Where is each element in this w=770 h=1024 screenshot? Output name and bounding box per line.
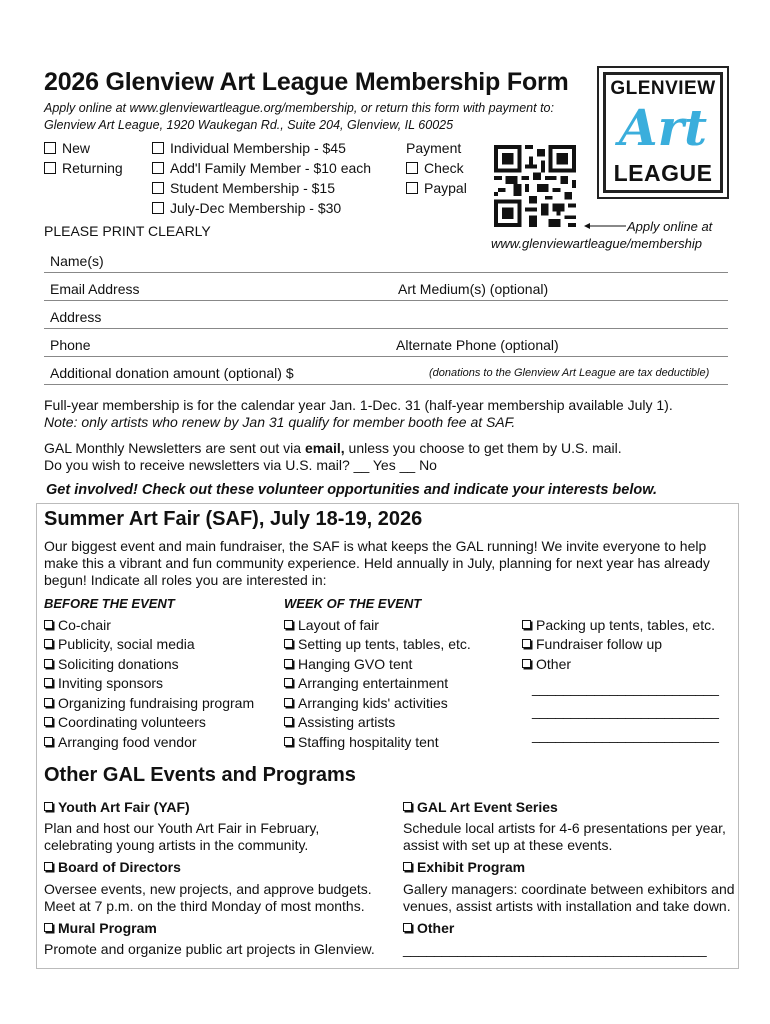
paypal-checkbox[interactable] [406, 180, 467, 196]
yaf-desc-2: celebrating young artists in the community. [44, 837, 309, 853]
before-item[interactable] [44, 734, 197, 750]
before-item[interactable] [44, 675, 163, 691]
week-item-label: Staffing hospitality tent [298, 734, 439, 750]
before-item-label: Organizing fundraising program [58, 695, 255, 711]
alternate-phone-field[interactable]: Alternate Phone (optional) [396, 337, 559, 353]
before-item-label: Arranging food vendor [58, 734, 197, 750]
before-item[interactable] [44, 636, 195, 652]
exhibit-desc-2: venues, assist artists with installation and take down. [403, 898, 731, 914]
subtitle-line-2: Glenview Art League, 1920 Waukegan Rd., Suite 204, Glenview, IL 60025 [44, 118, 454, 132]
other-blank-line[interactable]: ________________________ [532, 727, 719, 743]
donation-field[interactable]: Additional donation amount (optional) $ [50, 365, 294, 381]
email-line [44, 300, 728, 301]
apply-online-url[interactable]: www.glenviewartleague/membership [491, 236, 702, 251]
names-field[interactable]: Name(s) [50, 253, 104, 269]
phone-field[interactable]: Phone [50, 337, 91, 353]
get-involved-heading: Get involved! Check out these volunteer opportunities and indicate your interests below. [46, 482, 657, 498]
after-item-label: Other [536, 656, 572, 672]
other-program-blank[interactable]: _______________________________________ [403, 941, 707, 957]
glenview-art-league-logo [597, 66, 729, 199]
other-blank-line[interactable]: ________________________ [532, 703, 719, 719]
individual-label: Individual Membership - $45 [170, 140, 346, 156]
week-item-label: Arranging kids' activities [298, 695, 448, 711]
before-item-label: Soliciting donations [58, 656, 179, 672]
before-item-label: Coordinating volunteers [58, 714, 206, 730]
names-line [44, 272, 728, 273]
returning-label: Returning [62, 160, 123, 176]
week-item-label: Hanging GVO tent [298, 656, 413, 672]
yaf-checkbox[interactable] [44, 799, 190, 815]
before-item[interactable] [44, 695, 254, 711]
family-label: Add'l Family Member - $10 each [170, 160, 372, 176]
print-clearly-note: PLEASE PRINT CLEARLY [44, 223, 211, 239]
board-checkbox[interactable] [44, 859, 181, 875]
after-item-label: Packing up tents, tables, etc. [536, 617, 715, 633]
exhibit-title: Exhibit Program [417, 859, 526, 875]
after-item[interactable] [522, 656, 571, 672]
mural-desc: Promote and organize public art projects in Glenview. [44, 941, 375, 957]
after-item-label: Fundraiser follow up [536, 636, 663, 652]
exhibit-checkbox[interactable] [403, 859, 525, 875]
week-item[interactable] [284, 636, 471, 652]
newsletter-info [44, 440, 622, 457]
new-label: New [62, 140, 91, 156]
before-item-label: Co-chair [58, 617, 111, 633]
art-event-series-checkbox[interactable] [403, 799, 558, 815]
series-title: GAL Art Event Series [417, 799, 558, 815]
week-item[interactable] [284, 714, 395, 730]
logo-line-1: GLENVIEW [610, 78, 716, 99]
week-item-label: Arranging entertainment [298, 675, 449, 691]
student-label: Student Membership - $15 [170, 180, 335, 196]
week-item[interactable] [284, 656, 412, 672]
before-event-heading: BEFORE THE EVENT [44, 596, 175, 611]
address-field[interactable]: Address [50, 309, 102, 325]
week-item-label: Setting up tents, tables, etc. [298, 636, 471, 652]
saf-intro-3: begun! Indicate all roles you are interested in: [44, 572, 327, 588]
renewal-note: Note: only artists who renew by Jan 31 qualify for member booth fee at SAF. [44, 414, 516, 430]
address-line [44, 328, 728, 329]
check-checkbox[interactable] [406, 160, 464, 176]
julydec-label: July-Dec Membership - $30 [170, 200, 342, 216]
board-title: Board of Directors [58, 859, 181, 875]
payment-heading: Payment [406, 140, 462, 156]
july-dec-membership-checkbox[interactable] [152, 200, 341, 216]
after-item[interactable] [522, 617, 715, 633]
before-item[interactable] [44, 714, 206, 730]
exhibit-desc-1: Gallery managers: coordinate between exhibitors and [403, 881, 735, 897]
new-checkbox[interactable] [44, 140, 90, 156]
week-item-label: Assisting artists [298, 714, 396, 730]
subtitle-line-1: Apply online at www.glenviewartleague.org/membership, or return this form with payment to: [44, 101, 554, 115]
donation-note: (donations to the Glenview Art League are tax deductible) [429, 367, 710, 379]
saf-heading: Summer Art Fair (SAF), July 18-19, 2026 [44, 508, 423, 530]
individual-membership-checkbox[interactable] [152, 140, 346, 156]
phone-line [44, 356, 728, 357]
before-item[interactable] [44, 656, 179, 672]
page-title: 2026 Glenview Art League Membership Form [44, 68, 569, 96]
paypal-label: Paypal [424, 180, 467, 196]
before-item-label: Inviting sponsors [58, 675, 164, 691]
apply-online-text: Apply online at [627, 219, 713, 234]
newsletter-bold: email, [304, 440, 345, 456]
week-item[interactable] [284, 617, 379, 633]
other-program-checkbox[interactable] [403, 920, 454, 936]
yaf-title: Youth Art Fair (YAF) [58, 799, 190, 815]
week-item[interactable] [284, 675, 448, 691]
newsletter-pre: GAL Monthly Newsletters are sent out via [44, 440, 305, 456]
newsletter-post: unless you choose to get them by U.S. mail. [344, 440, 622, 456]
other-blank-line[interactable]: ________________________ [532, 680, 719, 696]
board-desc-2: Meet at 7 p.m. on the third Monday of most months. [44, 898, 365, 914]
returning-checkbox[interactable] [44, 160, 123, 176]
qr-code-icon [494, 145, 576, 227]
art-medium-field[interactable]: Art Medium(s) (optional) [398, 281, 549, 297]
saf-intro-2: make this a vibrant and fun community experience. Held annually in July, planning for next year has already [44, 555, 710, 571]
mural-checkbox[interactable] [44, 920, 157, 936]
yaf-desc-1: Plan and host our Youth Art Fair in February, [44, 820, 320, 836]
logo-line-3: LEAGUE [613, 160, 713, 186]
series-desc-1: Schedule local artists for 4-6 presentations per year, [403, 820, 726, 836]
other-events-heading: Other GAL Events and Programs [44, 764, 356, 786]
email-field[interactable]: Email Address [50, 281, 140, 297]
after-item[interactable] [522, 636, 662, 652]
student-membership-checkbox[interactable] [152, 180, 335, 196]
full-year-info: Full-year membership is for the calendar year Jan. 1-Dec. 31 (half-year membership available July 1). [44, 397, 673, 413]
arrow-left-icon [584, 222, 626, 230]
before-item[interactable] [44, 617, 111, 633]
other-title: Other [417, 920, 455, 936]
newsletter-question[interactable]: Do you wish to receive newsletters via U.S. mail? __ Yes __ No [44, 457, 437, 473]
saf-intro-1: Our biggest event and main fundraiser, the SAF is what keeps the GAL running! We invite everyone to help [44, 538, 707, 554]
week-item[interactable] [284, 695, 448, 711]
week-item[interactable] [284, 734, 439, 750]
logo-line-2: Art [618, 98, 708, 157]
check-label: Check [424, 160, 464, 176]
week-item-label: Layout of fair [298, 617, 379, 633]
mural-title: Mural Program [58, 920, 157, 936]
board-desc-1: Oversee events, new projects, and approve budgets. [44, 881, 372, 897]
before-item-label: Publicity, social media [58, 636, 195, 652]
family-member-checkbox[interactable] [152, 160, 371, 176]
week-event-heading: WEEK OF THE EVENT [284, 596, 422, 611]
donation-line [44, 384, 728, 385]
series-desc-2: assist with set up at these events. [403, 837, 613, 853]
